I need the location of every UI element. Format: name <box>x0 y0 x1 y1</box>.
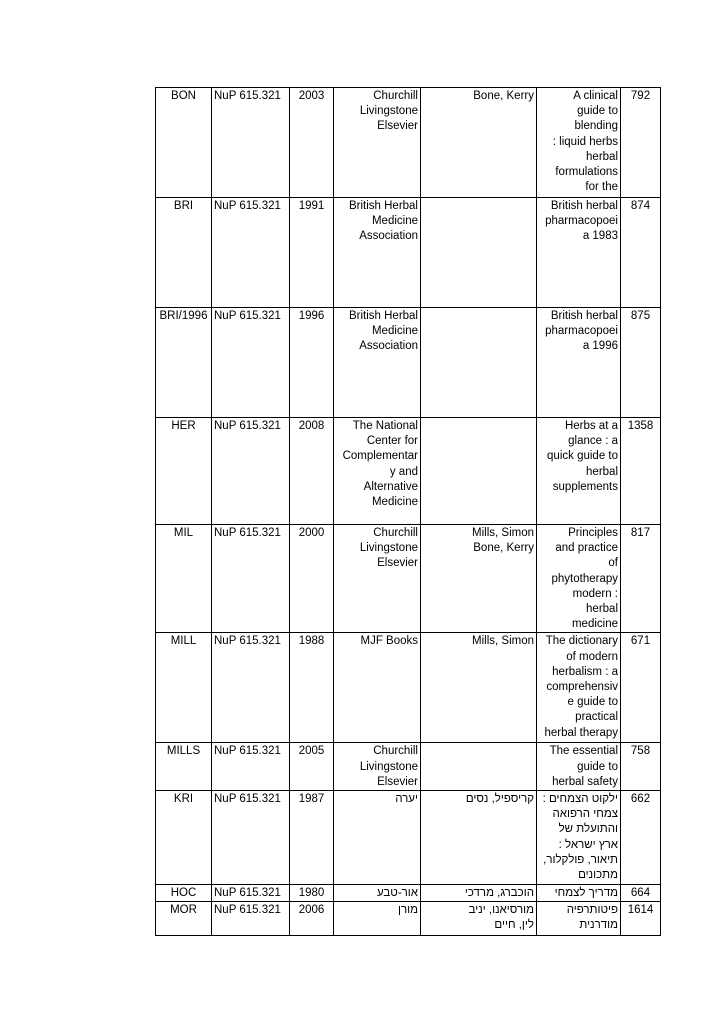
title-cell-line: והתועלת של <box>558 823 618 836</box>
title-cell-line: for the <box>585 181 618 194</box>
title-cell-line: guide to <box>577 760 618 773</box>
call-number-cell: NuP 615.321 <box>212 791 290 885</box>
title-cell <box>537 198 621 308</box>
title-cell-line: of <box>608 557 618 570</box>
call-code-cell: HOC <box>156 885 212 902</box>
table-row <box>156 308 661 418</box>
call-number-cell: NuP 615.321 <box>212 743 290 791</box>
year-cell: 1991 <box>290 198 334 308</box>
title-cell-line: herbal safety <box>552 775 618 788</box>
title-cell-line: comprehensiv <box>546 681 618 694</box>
publisher-cell-line: British Herbal <box>348 200 418 212</box>
title-cell-line: herbal <box>586 603 618 616</box>
title-cell <box>537 525 621 633</box>
title-cell-line: Herbs at a <box>564 420 618 432</box>
title-cell-line: British herbal <box>550 200 618 212</box>
year-cell: 2000 <box>290 525 334 633</box>
record-number-cell: 671 <box>621 633 661 743</box>
publisher-cell <box>334 885 421 902</box>
author-cell-line: קריספיל, נסים <box>465 793 534 806</box>
publisher-cell-line: Alternative <box>363 480 418 493</box>
title-cell <box>537 633 621 743</box>
author-cell-line: לין, חיים <box>494 919 534 932</box>
title-cell-line: modern : <box>572 587 618 600</box>
year-cell: 1987 <box>290 791 334 885</box>
title-cell-line: תיאור, פולקלור, <box>543 853 618 866</box>
table-row <box>156 88 661 198</box>
title-cell-line: מודרנית <box>579 919 618 932</box>
table-row <box>156 633 661 743</box>
record-number-cell: 664 <box>621 885 661 902</box>
record-number-cell: 817 <box>621 525 661 633</box>
title-cell-line: guide to <box>577 105 618 118</box>
author-cell-line: Bone, Kerry <box>473 90 534 102</box>
table-row <box>156 902 661 936</box>
publisher-cell-line: Medicine <box>371 325 418 338</box>
table-row <box>156 743 661 791</box>
author-cell <box>421 743 537 791</box>
author-cell <box>421 308 537 418</box>
title-cell-line: a 1996 <box>582 340 618 353</box>
call-code-cell: BRI <box>156 198 212 308</box>
title-cell-line: ילקוט הצמחים : <box>542 793 618 806</box>
author-cell <box>421 902 537 936</box>
title-cell <box>537 418 621 525</box>
call-code-cell: KRI <box>156 791 212 885</box>
title-cell <box>537 902 621 936</box>
title-cell-line: British herbal <box>550 310 618 322</box>
publisher-cell-line: אור-טבע <box>376 887 418 900</box>
title-cell-line: ארץ ישראל : <box>558 838 618 851</box>
call-code-cell: MILLS <box>156 743 212 791</box>
author-cell <box>421 88 537 198</box>
title-cell <box>537 88 621 198</box>
title-cell-line: quick guide to <box>547 450 618 463</box>
table-row <box>156 885 661 902</box>
title-cell-line: a 1983 <box>582 230 618 243</box>
title-cell-line: pharmacopoei <box>545 325 618 338</box>
title-cell-line: medicine <box>571 618 618 631</box>
title-cell-line: blending <box>574 120 618 133</box>
title-cell-line: herbal <box>586 150 618 163</box>
publisher-cell-line: Center for <box>366 435 418 448</box>
author-cell-line: Mills, Simon <box>472 635 534 648</box>
table-row <box>156 791 661 885</box>
call-number-cell: NuP 615.321 <box>212 633 290 743</box>
call-code-cell: MOR <box>156 902 212 936</box>
record-number-cell: 792 <box>621 88 661 198</box>
author-cell-line: הוכברג, מרדכי <box>464 887 534 900</box>
title-cell <box>537 791 621 885</box>
table-row <box>156 525 661 633</box>
title-cell-line: and practice <box>555 542 618 555</box>
publisher-cell-line: יערה <box>395 793 418 806</box>
title-cell-line: Principles <box>568 527 618 539</box>
publisher-cell <box>334 308 421 418</box>
record-number-cell: 662 <box>621 791 661 885</box>
author-cell <box>421 525 537 633</box>
author-cell-line: Bone, Kerry <box>473 542 534 555</box>
record-number-cell: 874 <box>621 198 661 308</box>
publisher-cell-line: Complementar <box>342 450 418 463</box>
table-row <box>156 418 661 525</box>
catalog-body <box>156 88 661 936</box>
record-number-cell: 1614 <box>621 902 661 936</box>
publisher-cell-line: British Herbal <box>348 310 418 322</box>
publisher-cell <box>334 902 421 936</box>
publisher-cell-line: Livingstone <box>359 105 418 118</box>
publisher-cell-line: Elsevier <box>377 775 418 788</box>
year-cell: 1996 <box>290 308 334 418</box>
title-cell-line: מתכונים <box>578 869 618 882</box>
title-cell-line: herbal <box>586 465 618 478</box>
publisher-cell <box>334 525 421 633</box>
call-number-cell: NuP 615.321 <box>212 198 290 308</box>
publisher-cell <box>334 418 421 525</box>
call-code-cell: HER <box>156 418 212 525</box>
publisher-cell <box>334 88 421 198</box>
title-cell-line: The essential <box>549 745 618 758</box>
year-cell: 1988 <box>290 633 334 743</box>
title-cell-line: פיטותרפיה <box>566 904 618 917</box>
year-cell: 1980 <box>290 885 334 902</box>
title-cell-line: e guide to <box>567 696 618 709</box>
title-cell-line: herbal therapy <box>544 726 618 739</box>
author-cell <box>421 885 537 902</box>
title-cell-line: formulations <box>555 166 618 179</box>
year-cell: 2006 <box>290 902 334 936</box>
title-cell-line: of modern <box>566 650 618 663</box>
publisher-cell-line: Elsevier <box>377 557 418 570</box>
title-cell <box>537 308 621 418</box>
publisher-cell-line: Churchill <box>373 745 418 758</box>
publisher-cell-line: Churchill <box>373 527 418 539</box>
title-cell-line: phytotherapy <box>551 572 618 585</box>
publisher-cell-line: מורן <box>397 904 418 917</box>
author-cell-line: מורסיאנו, יניב <box>468 904 534 917</box>
publisher-cell-line: y and <box>389 465 418 478</box>
call-code-cell: MILL <box>156 633 212 743</box>
title-cell-line: practical <box>575 711 618 724</box>
year-cell: 2003 <box>290 88 334 198</box>
title-cell <box>537 885 621 902</box>
publisher-cell-line: Association <box>359 230 418 243</box>
publisher-cell-line: The National <box>352 420 418 432</box>
author-cell <box>421 633 537 743</box>
call-code-cell: MIL <box>156 525 212 633</box>
record-number-cell: 1358 <box>621 418 661 525</box>
publisher-cell-line: Medicine <box>371 496 418 509</box>
title-cell-line: The dictionary <box>545 635 618 648</box>
call-number-cell: NuP 615.321 <box>212 418 290 525</box>
publisher-cell-line: Medicine <box>371 215 418 228</box>
publisher-cell-line: MJF Books <box>360 635 418 648</box>
title-cell-line: צמחי הרפואה <box>552 808 618 821</box>
title-cell-line: supplements <box>552 480 618 493</box>
title-cell <box>537 743 621 791</box>
publisher-cell-line: Livingstone <box>359 760 418 773</box>
author-cell <box>421 418 537 525</box>
author-cell <box>421 791 537 885</box>
call-number-cell: NuP 615.321 <box>212 88 290 198</box>
call-number-cell: NuP 615.321 <box>212 308 290 418</box>
title-cell-line: pharmacopoei <box>545 215 618 228</box>
publisher-cell <box>334 791 421 885</box>
publisher-cell <box>334 633 421 743</box>
year-cell: 2005 <box>290 743 334 791</box>
call-number-cell: NuP 615.321 <box>212 885 290 902</box>
table-row <box>156 198 661 308</box>
author-cell <box>421 198 537 308</box>
record-number-cell: 875 <box>621 308 661 418</box>
call-number-cell: NuP 615.321 <box>212 902 290 936</box>
publisher-cell-line: Elsevier <box>377 120 418 133</box>
publisher-cell-line: Livingstone <box>359 542 418 555</box>
call-code-cell: BON <box>156 88 212 198</box>
publisher-cell <box>334 198 421 308</box>
title-cell-line: herbalism : a <box>552 665 618 678</box>
title-cell-line: : liquid herbs <box>552 135 618 148</box>
year-cell: 2008 <box>290 418 334 525</box>
publisher-cell <box>334 743 421 791</box>
title-cell-line: מדריך לצמחי <box>554 887 618 900</box>
publisher-cell-line: Churchill <box>373 90 418 102</box>
author-cell-line: Mills, Simon <box>472 527 534 539</box>
call-number-cell: NuP 615.321 <box>212 525 290 633</box>
catalog-table <box>155 87 661 936</box>
title-cell-line: A clinical <box>573 90 618 102</box>
title-cell-line: glance : a <box>568 435 618 448</box>
record-number-cell: 758 <box>621 743 661 791</box>
publisher-cell-line: Association <box>359 340 418 353</box>
call-code-cell: BRI/1996 <box>156 308 212 418</box>
